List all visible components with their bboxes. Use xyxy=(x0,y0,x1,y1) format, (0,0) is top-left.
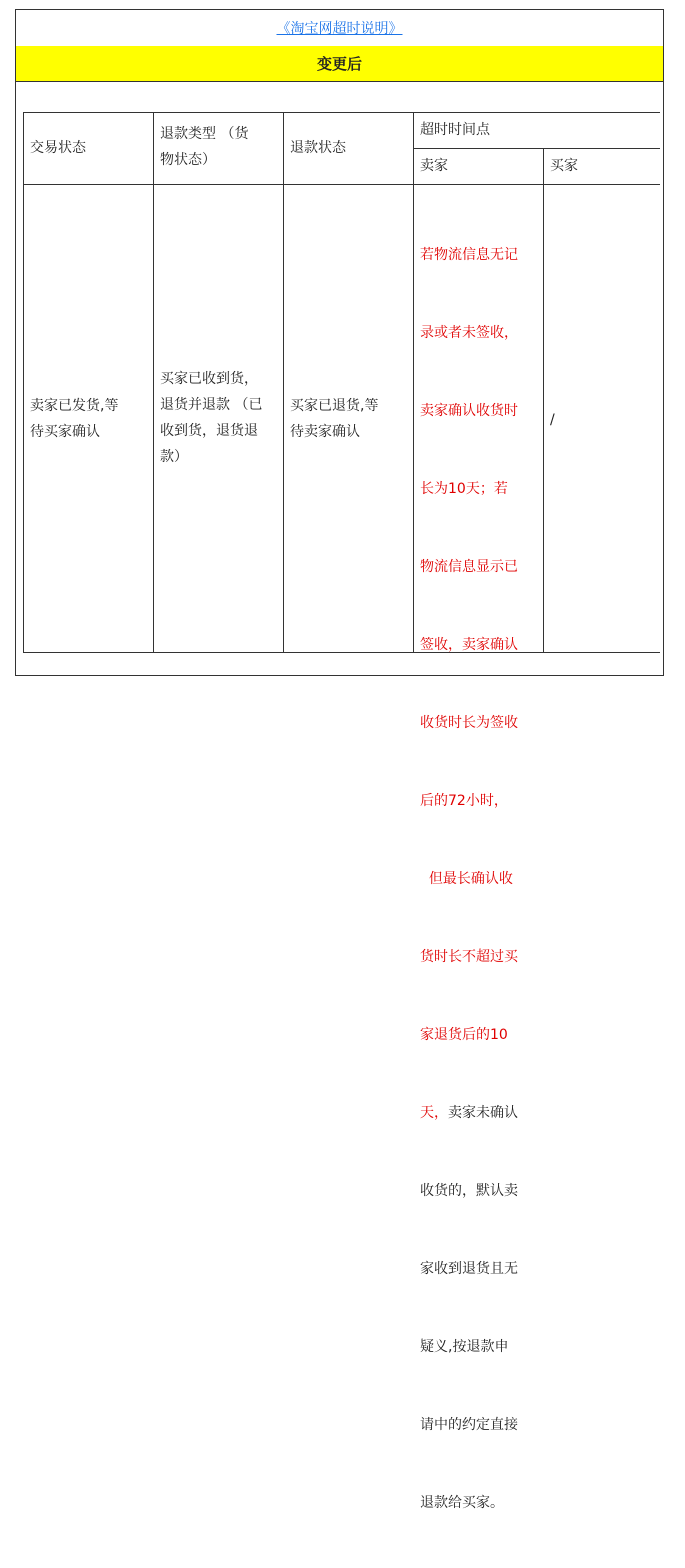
refund-type-line2: 退货并退款 （已 xyxy=(160,397,263,413)
subheader-divider xyxy=(413,148,660,149)
refund-status-line1: 买家已退货,等 xyxy=(290,398,379,414)
seller-line-14: 家收到退货且无 xyxy=(420,1261,518,1277)
refund-type-line1: 买家已收到货， xyxy=(160,371,258,387)
seller-line-12-black: 卖家未确认 xyxy=(448,1105,518,1121)
seller-line-13: 收货的，默认卖 xyxy=(420,1183,518,1199)
header-refund-status: 退款状态 xyxy=(290,140,346,156)
seller-line-17: 退款给买家。 xyxy=(420,1495,504,1511)
refund-status-line2: 待卖家确认 xyxy=(290,424,360,440)
header-trade-status: 交易状态 xyxy=(30,140,86,156)
seller-line-10: 货时长不超过买 xyxy=(420,949,518,965)
refund-type-line4: 款） xyxy=(160,449,188,465)
seller-line-8: 后的72小时， xyxy=(420,793,508,809)
table-top-border xyxy=(23,112,660,113)
col-border-0 xyxy=(23,112,24,653)
table-bottom-border xyxy=(23,652,660,653)
header-refund-type-line1: 退款类型 （货 xyxy=(160,126,249,142)
link-row xyxy=(16,10,663,47)
header-refund-type xyxy=(160,121,248,173)
header-refund-type-line2: 物状态） xyxy=(160,152,216,168)
seller-line-12-red: 天， xyxy=(420,1105,448,1121)
timeout-table xyxy=(23,112,660,1511)
seller-line-3: 卖家确认收货时 xyxy=(420,403,518,419)
col-border-4 xyxy=(543,148,544,653)
seller-line-11: 家退货后的10 xyxy=(420,1027,508,1043)
cell-buyer-timeout: / xyxy=(550,412,555,428)
seller-line-5: 物流信息显示已 xyxy=(420,559,518,575)
seller-line-6: 签收，卖家确认 xyxy=(420,637,518,653)
header-seller: 卖家 xyxy=(420,158,448,174)
cell-seller-timeout xyxy=(420,190,518,1568)
col-border-2 xyxy=(283,112,284,653)
header-timeout-point: 超时时间点 xyxy=(420,122,490,138)
seller-line-15: 疑义,按退款申 xyxy=(420,1339,509,1355)
seller-line-4: 长为10天；若 xyxy=(420,481,508,497)
section-banner: 变更后 xyxy=(16,46,663,82)
header-buyer: 买家 xyxy=(550,158,578,174)
cell-trade-status xyxy=(30,393,118,445)
col-border-3 xyxy=(413,112,414,653)
trade-status-line1: 卖家已发货,等 xyxy=(30,398,119,414)
seller-line-2: 录或者未签收， xyxy=(420,325,518,341)
cell-refund-status xyxy=(290,393,378,445)
cell-refund-type xyxy=(160,366,262,470)
header-bottom-border xyxy=(23,184,660,185)
seller-line-16: 请中的约定直接 xyxy=(420,1417,518,1433)
col-border-1 xyxy=(153,112,154,653)
seller-line-12 xyxy=(420,1100,518,1126)
trade-status-line2: 待买家确认 xyxy=(30,424,100,440)
seller-line-1: 若物流信息无记 xyxy=(420,247,518,263)
seller-line-9: 但最长确认收 xyxy=(420,871,513,887)
refund-type-line3: 收到货，退货退 xyxy=(160,423,258,439)
timeout-doc-link[interactable]: 《淘宝网超时说明》 xyxy=(276,21,403,37)
document-frame xyxy=(15,9,664,1511)
seller-line-7: 收货时长为签收 xyxy=(420,715,518,731)
